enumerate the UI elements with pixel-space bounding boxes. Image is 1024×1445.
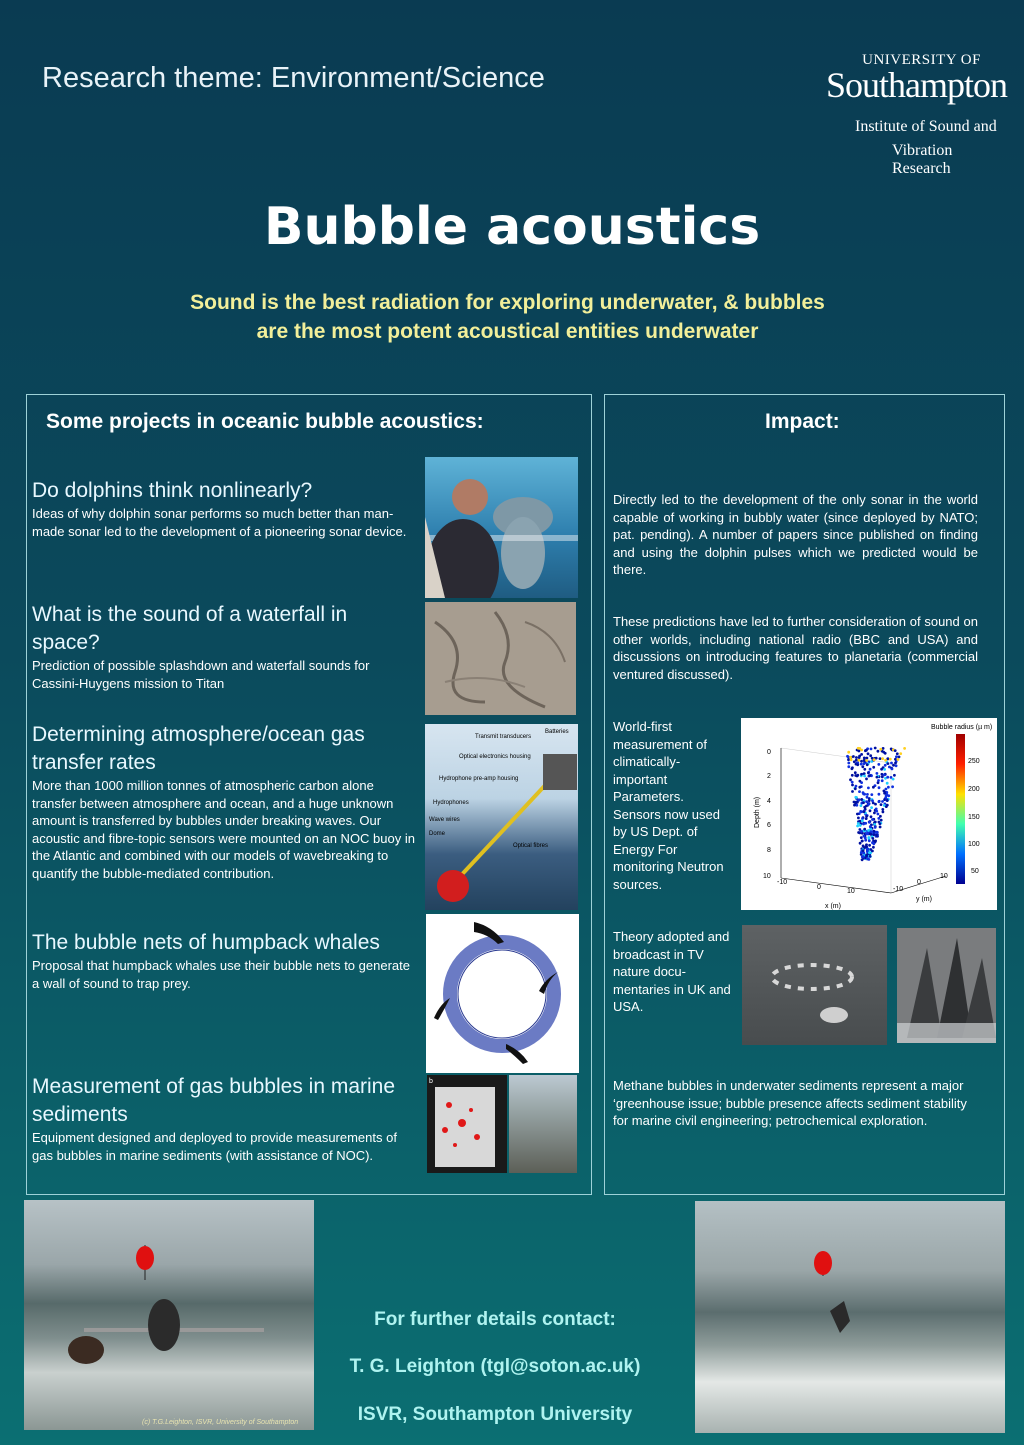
bubble-point xyxy=(892,764,895,767)
bubble-point xyxy=(887,762,890,765)
bubble-point xyxy=(866,857,869,860)
bubble-point xyxy=(877,763,880,766)
bubble-point xyxy=(865,800,868,803)
bubble-point xyxy=(880,803,883,806)
bubble-point xyxy=(894,762,897,765)
bubble-point xyxy=(862,849,865,852)
bubble-point xyxy=(894,758,897,761)
bubble-point xyxy=(870,806,873,809)
logo-institute-line1: Institute of Sound and xyxy=(855,118,997,135)
photo-credit: (c) T.G.Leighton, ISVR, University of Southampton xyxy=(142,1419,299,1426)
bubble-point xyxy=(851,781,854,784)
colorbar-tick: 200 xyxy=(968,786,980,793)
poster-title: Bubble acoustics xyxy=(263,197,761,257)
bubble-point xyxy=(892,778,895,781)
project-title: Do dolphins think nonlinearly? xyxy=(32,479,313,502)
impact-heading: Impact: xyxy=(765,410,840,433)
bubble-point xyxy=(879,757,882,760)
bubble-point xyxy=(876,776,879,779)
project-item xyxy=(32,477,417,540)
contact-affiliation: ISVR, Southampton University xyxy=(357,1404,633,1425)
sediment-scan-image xyxy=(427,1075,507,1173)
z-axis-label: Depth (m) xyxy=(754,796,761,828)
project-item xyxy=(32,601,417,692)
bubble-point xyxy=(877,813,880,816)
bubble-point xyxy=(856,775,859,778)
bubble-point xyxy=(873,812,876,815)
bubble-point xyxy=(879,822,882,825)
bubble-point xyxy=(886,776,889,779)
diagram-label: Hydrophones xyxy=(433,800,469,806)
bubble-point xyxy=(847,762,850,765)
project-text: Proposal that humpback whales use their bubble nets to generate a wall of sound to trap prey. xyxy=(32,958,410,991)
bubble-point xyxy=(879,826,882,829)
bubble-point xyxy=(860,760,863,763)
bubble-point xyxy=(866,796,869,799)
bubble-point xyxy=(869,809,872,812)
x-axis-label: x (m) xyxy=(825,903,841,910)
project-item xyxy=(32,1073,417,1164)
bubble-point xyxy=(870,748,873,751)
bubble-point xyxy=(856,825,859,828)
project-item xyxy=(32,929,417,992)
bubble-point xyxy=(889,758,892,761)
titan-surface-photo xyxy=(425,602,576,715)
subtitle-line2: are the most potent acoustical entities underwater xyxy=(256,320,759,343)
whale-bubble-net-diagram xyxy=(426,914,579,1073)
humpback-whales-feeding-photo xyxy=(897,928,996,1043)
diagram-label: Optical electronics housing xyxy=(459,754,531,760)
bubble-point xyxy=(878,786,881,789)
bubble-point xyxy=(872,786,875,789)
bubble-point xyxy=(882,751,885,754)
bubble-point xyxy=(869,754,872,757)
project-text: Prediction of possible splashdown and waterfall sounds for Cassini-Huygens mission to Titan xyxy=(32,658,370,691)
bubble-point xyxy=(872,766,875,769)
bubble-point xyxy=(860,798,863,801)
z-tick-label: 10 xyxy=(763,873,771,880)
bubble-point xyxy=(867,829,870,832)
bubble-point xyxy=(865,778,868,781)
bubble-point xyxy=(862,845,865,848)
bubble-point xyxy=(854,796,857,799)
logo-university-line: UNIVERSITY OF xyxy=(862,52,981,68)
bubble-point xyxy=(868,839,871,842)
z-tick-label: 0 xyxy=(767,749,771,756)
bubble-point xyxy=(877,779,880,782)
bubble-point xyxy=(873,758,876,761)
bubble-point xyxy=(899,752,902,755)
y-tick-label: -10 xyxy=(893,886,904,893)
bubble-point xyxy=(856,763,859,766)
buoy-diagram xyxy=(425,724,578,910)
impact-text: Methane bubbles in underwater sediments represent a major ‘greenhouse issue; bubble presence affects sediment stability for marine civil engineering; petrochemical exploration. xyxy=(613,1078,967,1128)
whale-bubble-net-photo xyxy=(742,925,887,1045)
bubble-point xyxy=(865,805,868,808)
bubble-point xyxy=(896,752,899,755)
colorbar-tick: 250 xyxy=(968,758,980,765)
bubble-point xyxy=(884,759,887,762)
bubble-point xyxy=(869,855,872,858)
bubble-point xyxy=(903,747,906,750)
bubble-point xyxy=(849,778,852,781)
bubble-point xyxy=(863,757,866,760)
research-theme: Research theme: Environment/Science xyxy=(42,62,545,94)
bubble-point xyxy=(859,810,862,813)
bubble-point xyxy=(859,780,862,783)
bubble-point xyxy=(875,808,878,811)
y-tick-label: 10 xyxy=(940,873,948,880)
bubble-point xyxy=(856,813,859,816)
project-title: Measurement of gas bubbles in marine sediments xyxy=(32,1075,396,1126)
bubble-point xyxy=(847,751,850,754)
bubble-point xyxy=(895,755,898,758)
bubble-point xyxy=(887,794,890,797)
bubble-point xyxy=(862,801,865,804)
bubble-point xyxy=(897,758,900,761)
bubble-point xyxy=(847,765,850,768)
bubble-point xyxy=(875,834,878,837)
colorbar-tick: 150 xyxy=(968,814,980,821)
bubble-point xyxy=(874,826,877,829)
diagram-label: Optical fibres xyxy=(513,843,549,849)
bubble-point xyxy=(865,749,868,752)
bubble-point xyxy=(879,815,882,818)
bubble-point xyxy=(869,825,872,828)
bubble-point xyxy=(876,772,879,775)
bubble-point xyxy=(878,793,881,796)
bubble-point xyxy=(868,851,871,854)
bubble-point xyxy=(855,785,858,788)
bubble-point xyxy=(863,762,866,765)
bubble-point xyxy=(881,757,884,760)
bubble-point xyxy=(849,756,852,759)
bubble-point xyxy=(868,821,871,824)
x-tick-label: -10 xyxy=(777,879,788,886)
bubble-point xyxy=(850,758,853,761)
bubble-point xyxy=(880,768,883,771)
z-tick-label: 4 xyxy=(767,798,771,805)
bubble-point xyxy=(869,833,872,836)
impact-text: Directly led to the development of the only sonar in the world capable of working in bubbly water (since deployed by NATO; pat. pending). A number of papers since published on finding and using the dolphin pulses which we predicted would be there. xyxy=(613,492,978,577)
x-tick-label: 0 xyxy=(817,884,821,891)
bubble-point xyxy=(864,837,867,840)
colorbar-tick: 100 xyxy=(968,841,980,848)
bubble-point xyxy=(891,768,894,771)
bubble-point xyxy=(862,791,865,794)
bubble-point xyxy=(863,810,866,813)
bubble-point xyxy=(874,747,877,750)
bubble-plume-plot xyxy=(741,718,997,910)
bubble-point xyxy=(861,819,864,822)
bubble-point xyxy=(872,846,875,849)
diagram-label: Dome xyxy=(429,831,446,837)
diagram-label: Wave wires xyxy=(429,817,460,823)
bubble-point xyxy=(857,822,860,825)
bubble-point xyxy=(859,842,862,845)
bubble-point xyxy=(870,815,873,818)
poster-subtitle xyxy=(100,288,915,346)
surf-experiment-photo-right xyxy=(695,1201,1005,1433)
bubble-point xyxy=(860,804,863,807)
bubble-point xyxy=(869,848,872,851)
university-logo xyxy=(820,52,1008,177)
bubble-point xyxy=(881,800,884,803)
bubble-point xyxy=(853,801,856,804)
bubble-point xyxy=(865,759,868,762)
bubble-point xyxy=(871,818,874,821)
bubble-point xyxy=(858,790,861,793)
surf-experiment-photo-left xyxy=(24,1200,314,1430)
contact-heading: For further details contact: xyxy=(374,1309,616,1330)
bubble-point xyxy=(858,750,861,753)
bubble-point xyxy=(870,793,873,796)
bubble-point xyxy=(860,749,863,752)
bubble-point xyxy=(881,808,884,811)
bubble-point xyxy=(857,817,860,820)
bubble-point xyxy=(860,830,863,833)
bubble-point xyxy=(856,801,859,804)
subtitle-line1: Sound is the best radiation for exploring underwater, & bubbles xyxy=(190,291,825,314)
project-item xyxy=(32,721,417,882)
z-ticks xyxy=(763,749,771,880)
bubble-point xyxy=(890,762,893,765)
bubble-point xyxy=(853,804,856,807)
project-text: Ideas of why dolphin sonar performs so much better than man-made sonar led to the development of a pioneering sonar device. xyxy=(32,506,407,539)
bubble-point xyxy=(867,787,870,790)
bubble-point xyxy=(858,786,861,789)
project-text: More than 1000 million tonnes of atmospheric carbon alone transfer between atmosphere and ocean, and a huge unknown amount is transferred by bubbles under breaking waves. Our acoustic and fibre-topic sensors were mounted on an NOC buoy in the Atlantic and combined with our models of wavebreaking to quantify the bubble-mediated contribution. xyxy=(32,778,415,881)
project-text: Equipment designed and deployed to provide measurements of gas bubbles in marine sediments (with assistance of NOC). xyxy=(32,1130,397,1163)
diagram-label: Batteries xyxy=(545,729,569,735)
bubble-point xyxy=(846,755,849,758)
bubble-point xyxy=(881,776,884,779)
dolphin-photo xyxy=(425,457,578,598)
project-title: Determining atmosphere/ocean gas transfer rates xyxy=(32,723,365,774)
bubble-point xyxy=(860,773,863,776)
bubble-point xyxy=(861,765,864,768)
colorbar-title: Bubble radius (µ m) xyxy=(931,724,993,731)
bubble-point xyxy=(881,779,884,782)
bubble-point xyxy=(874,803,877,806)
bubble-point xyxy=(891,785,894,788)
impact-text: These predictions have led to further consideration of sound on other worlds, including national radio (BBC and USA) and discussions on introducing features to planetaria (commercial ventured discussed). xyxy=(613,614,978,682)
bubble-point xyxy=(851,784,854,787)
bubble-point xyxy=(866,757,869,760)
bubble-point xyxy=(863,772,866,775)
bubble-point xyxy=(880,819,883,822)
bubble-point xyxy=(872,833,875,836)
bubble-point xyxy=(865,845,868,848)
logo-name: Southampton xyxy=(826,65,1008,105)
bubble-point xyxy=(863,775,866,778)
y-axis-label: y (m) xyxy=(916,896,932,903)
bubble-point xyxy=(868,799,871,802)
colorbar xyxy=(956,734,965,884)
bubble-point xyxy=(898,756,901,759)
impact-text: World-first measurement of climatically-important Parameters. Sensors now used by US Dept. of Energy For monitoring Neutron sources. xyxy=(613,719,724,892)
bubble-point xyxy=(854,787,857,790)
projects-heading: Some projects in oceanic bubble acoustics: xyxy=(46,410,484,433)
bubble-point xyxy=(883,768,886,771)
diagram-label: Hydrophone pre-amp housing xyxy=(439,776,519,782)
bubble-point xyxy=(866,793,869,796)
bubble-point xyxy=(885,788,888,791)
bubble-point xyxy=(893,774,896,777)
bubble-point xyxy=(860,836,863,839)
bubble-point xyxy=(885,794,888,797)
bubble-point xyxy=(863,828,866,831)
bubble-point xyxy=(851,790,854,793)
bubble-point xyxy=(851,767,854,770)
bubble-point xyxy=(867,772,870,775)
diagram-label: Transmit transducers xyxy=(475,734,532,740)
bubble-point xyxy=(867,836,870,839)
bubble-point xyxy=(882,811,885,814)
bubble-point xyxy=(863,768,866,771)
bubble-point xyxy=(878,800,881,803)
bubble-point xyxy=(854,771,857,774)
project-title: What is the sound of a waterfall in space? xyxy=(32,603,348,654)
bubble-point xyxy=(862,855,865,858)
bubble-point xyxy=(885,805,888,808)
bubble-point xyxy=(886,799,889,802)
bubble-point xyxy=(894,749,897,752)
bubble-plume-points xyxy=(846,747,906,862)
z-tick-label: 2 xyxy=(767,773,771,780)
mudflat-photo xyxy=(509,1075,577,1173)
bubble-point xyxy=(868,844,871,847)
bubble-point xyxy=(860,763,863,766)
y-tick-label: 0 xyxy=(917,879,921,886)
bubble-point xyxy=(884,764,887,767)
bubble-point xyxy=(876,831,879,834)
bubble-point xyxy=(879,748,882,751)
bubble-point xyxy=(871,837,874,840)
project-title: The bubble nets of humpback whales xyxy=(32,931,380,954)
bubble-point xyxy=(895,764,898,767)
bubble-point xyxy=(852,755,855,758)
bubble-point xyxy=(847,758,850,761)
bubble-point xyxy=(871,799,874,802)
bubble-point xyxy=(862,823,865,826)
bubble-point xyxy=(858,755,861,758)
bubble-point xyxy=(855,759,858,762)
x-tick-label: 10 xyxy=(847,888,855,895)
bubble-point xyxy=(867,752,870,755)
bubble-point xyxy=(886,782,889,785)
bubble-point xyxy=(874,840,877,843)
bubble-point xyxy=(868,774,871,777)
sediment-panel-label: b xyxy=(429,1078,433,1085)
z-tick-label: 8 xyxy=(767,847,771,854)
bubble-point xyxy=(874,821,877,824)
contact-name-email: T. G. Leighton (tgl@soton.ac.uk) xyxy=(349,1356,641,1377)
z-tick-label: 6 xyxy=(767,822,771,829)
bubble-point xyxy=(861,840,864,843)
bubble-point xyxy=(855,756,858,759)
impact-text: Theory adopted and broadcast in TV nature docu-mentaries in UK and USA. xyxy=(613,929,731,1014)
bubble-point xyxy=(866,832,869,835)
bubble-point xyxy=(877,750,880,753)
bubble-point xyxy=(887,786,890,789)
colorbar-tick: 50 xyxy=(971,868,979,875)
bubble-point xyxy=(851,774,854,777)
bubble-point xyxy=(865,817,868,820)
bubble-point xyxy=(872,842,875,845)
bubble-point xyxy=(866,763,869,766)
bubble-point xyxy=(869,768,872,771)
logo-institute-line2: Vibration Research xyxy=(892,142,953,177)
bubble-point xyxy=(863,759,866,762)
bubble-point xyxy=(858,759,861,762)
